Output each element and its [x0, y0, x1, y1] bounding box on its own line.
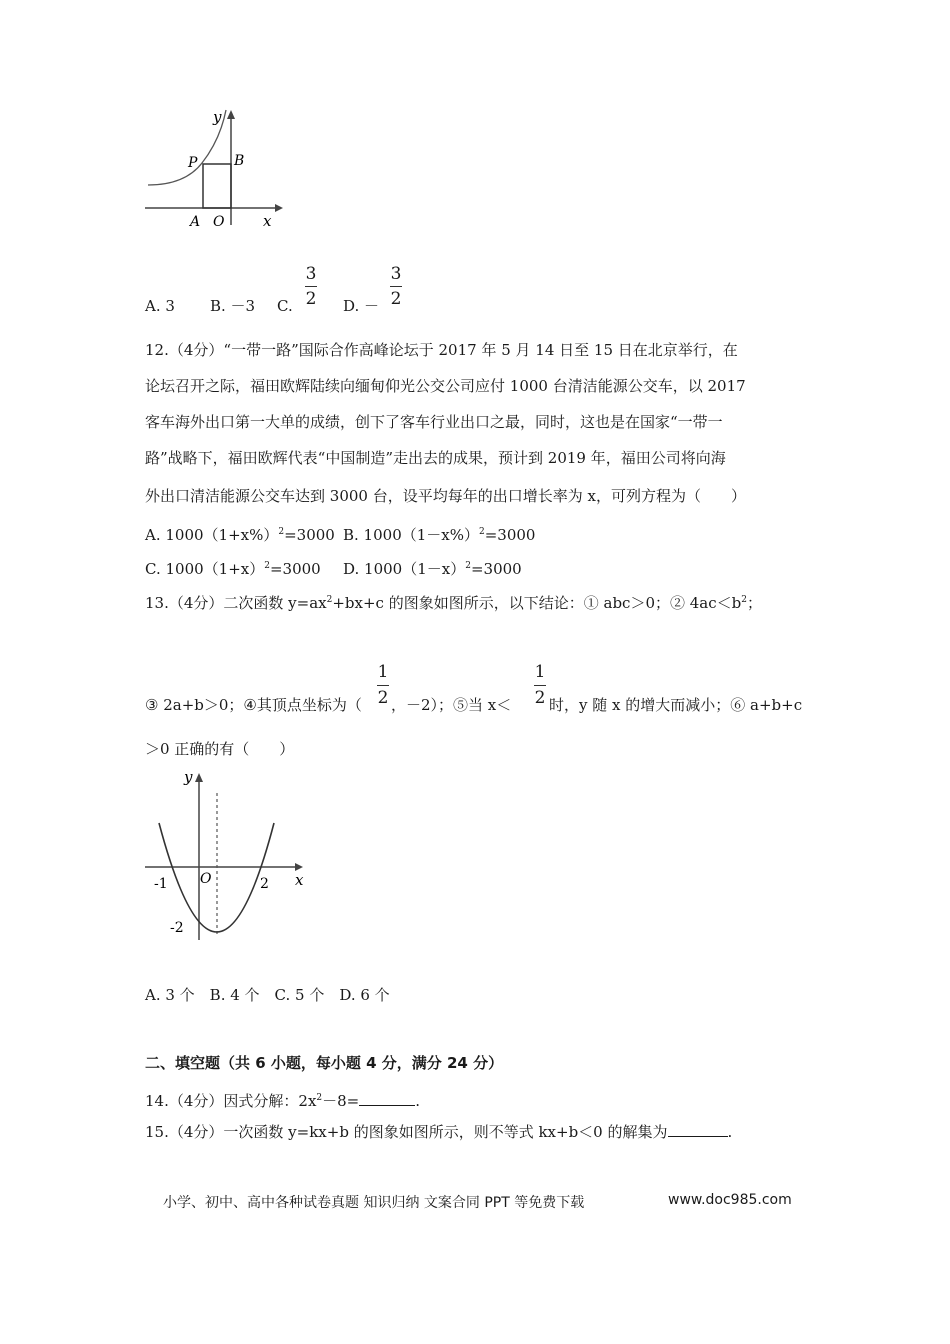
- q12-option-a: A. $1000(1+x\%)^2=3000$: [145, 526, 335, 544]
- q15-answer-blank[interactable]: [668, 1122, 728, 1137]
- q11-option-d-numerator: 3: [390, 264, 402, 284]
- q11-option-c-fraction-bar: [305, 286, 317, 287]
- q11-option-d-fraction-bar: [390, 286, 402, 287]
- q11-rectangle: [203, 164, 231, 208]
- q11-option-c-denominator: 2: [305, 289, 317, 309]
- q11-option-b: B. －3: [210, 297, 256, 315]
- q13-label-y: y: [184, 768, 193, 786]
- q12-line-3: 客车海外出口第一大单的成绩，创下了客车行业出口之最，同时，这也是在国家“一带一: [145, 413, 723, 431]
- q13-label-2: 2: [260, 876, 269, 892]
- q11-label-o: O: [213, 214, 225, 230]
- q13-vertex-denominator: 2: [377, 688, 389, 708]
- q12-option-c: C. $1000(1+x)^2=3000$: [145, 560, 321, 578]
- q11-figure: [140, 105, 290, 230]
- q11-option-a: A. 3: [145, 297, 175, 315]
- q11-label-y: y: [213, 108, 222, 126]
- q11-option-d-denominator: 2: [390, 289, 402, 309]
- q13-options: A. 3 个 B. 4 个 C. 5 个 D. 6 个: [145, 986, 390, 1004]
- q11-label-x: x: [263, 212, 272, 230]
- q12-line-2: 论坛召开之际，福田欧辉陆续向缅甸仰光公交公司应付 1000 台清洁能源公交车，以 2017: [145, 377, 746, 395]
- q11-option-c-numerator: 3: [305, 264, 317, 284]
- q13-line-2-part-3: 时，y 随 x 的增大而减小；⑥ a+b+c: [549, 696, 803, 714]
- q13-x-arrow: [295, 863, 303, 871]
- q11-option-d: D. －: [343, 297, 380, 315]
- q13-y-arrow: [195, 773, 203, 782]
- q13-x-numerator: 1: [534, 662, 546, 682]
- q11-x-arrow: [275, 204, 283, 212]
- q13-line-3: ＞0 正确的有（ ）: [145, 740, 295, 758]
- q13-vertex-fraction-bar: [377, 685, 389, 686]
- q11-y-arrow: [227, 110, 235, 119]
- question-14: 14.（4分）因式分解：$2x^2-8=$ .: [145, 1092, 421, 1110]
- section-2-heading: 二、填空题（共 6 小题，每小题 4 分，满分 24 分）: [145, 1054, 504, 1072]
- q12-option-d: D. $1000(1-x)^2=3000$: [343, 560, 522, 578]
- footer-text: 小学、初中、高中各种试卷真题 知识归纳 文案合同 PPT 等免费下载: [163, 1195, 585, 1211]
- q13-label-x: x: [295, 871, 304, 889]
- q13-vertex-numerator: 1: [377, 662, 389, 682]
- footer-url[interactable]: www.doc985.com: [668, 1192, 792, 1208]
- q13-label-minus-2: -2: [170, 920, 184, 936]
- q12-line-5: 外出口清洁能源公交车达到 3000 台，设平均每年的出口增长率为 x，可列方程为（ ）: [145, 487, 746, 505]
- q13-x-fraction-bar: [534, 685, 546, 686]
- q14-answer-blank[interactable]: [359, 1091, 415, 1106]
- q12-option-b: B. $1000(1-x\%)^2=3000$: [343, 526, 536, 544]
- q13-line-2-part-2: ，－2）；⑤当 x＜: [391, 696, 512, 714]
- q11-label-b: B: [234, 153, 245, 169]
- q12-line-1: 12.（4分）“一带一路”国际合作高峰论坛于 2017 年 5 月 14 日至 15 日在北京举行，在: [145, 341, 738, 359]
- q12-line-4: 路”战略下，福田欧辉代表“中国制造”走出去的成果，预计到 2019 年，福田公司将向海: [145, 449, 726, 467]
- q11-label-p: P: [188, 155, 198, 171]
- question-15: 15.（4分）一次函数 y=kx+b 的图象如图所示，则不等式 kx+b＜0 的解集为 .: [145, 1123, 733, 1141]
- q13-label-o: O: [200, 871, 212, 887]
- q13-line-1: 13.（4分）二次函数 $y=ax^2+bx+c$ 的图象如图所示，以下结论：① abc＞0；② $4ac<b^2$；: [145, 594, 762, 612]
- q13-x-denominator: 2: [534, 688, 546, 708]
- q13-figure: [140, 765, 315, 945]
- q11-option-c: C.: [277, 297, 293, 315]
- q11-label-a: A: [190, 214, 201, 230]
- q13-label-minus-1: -1: [154, 876, 168, 892]
- q13-line-2-part-1: ③ 2a+b＞0；④其顶点坐标为（: [145, 696, 362, 714]
